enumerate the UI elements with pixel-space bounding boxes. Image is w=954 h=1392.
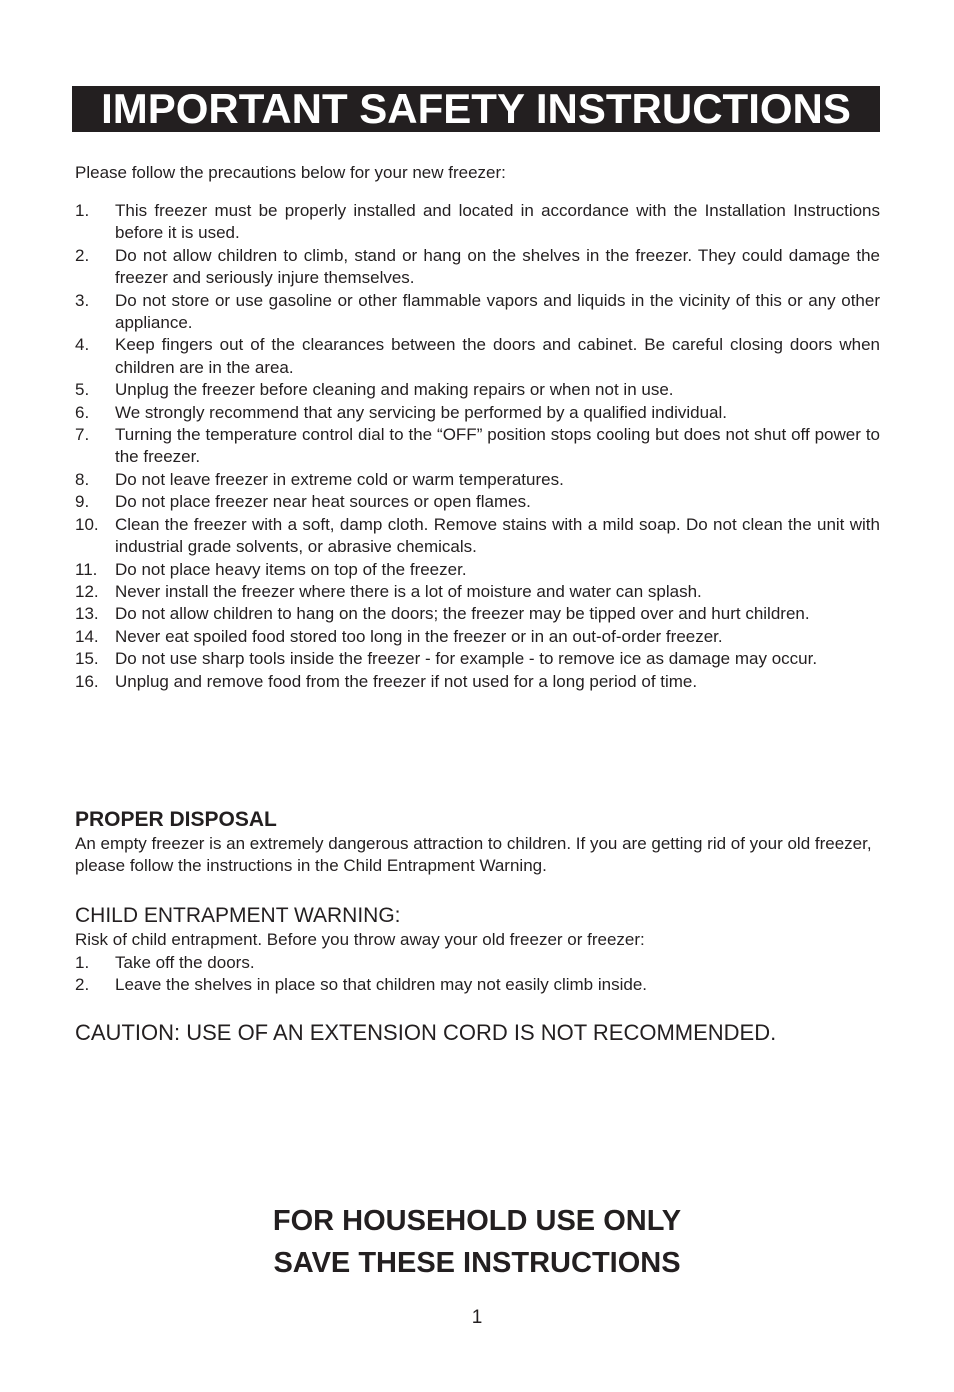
item-text: Do not use sharp tools inside the freezer - for example - to remove ice as damage may occur. — [115, 649, 818, 669]
step-item — [75, 974, 880, 996]
instruction-item — [75, 290, 880, 335]
instruction-item — [75, 200, 880, 245]
disposal-heading: PROPER DISPOSAL — [75, 808, 277, 831]
item-number: 3. — [75, 290, 90, 310]
item-number: 8. — [75, 469, 90, 489]
step-text: Take off the doors. — [115, 953, 255, 972]
child-warning-intro: Risk of child entrapment. Before you throw away your old freezer or freezer: — [75, 930, 645, 949]
caution-text: CAUTION: USE OF AN EXTENSION CORD IS NOT RECOMMENDED. — [75, 1020, 777, 1045]
item-text: Do not place heavy items on top of the freezer. — [115, 559, 467, 579]
item-number: 16. — [75, 671, 99, 691]
instruction-item — [75, 469, 880, 491]
item-text: Never install the freezer where there is a lot of moisture and water can splash. — [115, 581, 702, 601]
instruction-item — [75, 514, 880, 559]
instruction-item — [75, 559, 880, 581]
item-text: Do not leave freezer in extreme cold or warm temperatures. — [115, 469, 564, 489]
item-number: 12. — [75, 581, 99, 601]
instruction-item — [75, 379, 880, 401]
item-text: Unplug the freezer before cleaning and making repairs or when not in use. — [115, 380, 674, 400]
instruction-item — [75, 671, 880, 693]
item-text: Clean the freezer with a soft, damp cloth. Remove stains with a mild soap. Do not clean the unit with industrial grade solvents, or abrasive chemicals. — [115, 514, 880, 557]
instruction-item — [75, 581, 880, 603]
item-number: 9. — [75, 492, 90, 512]
item-text: Unplug and remove food from the freezer if not used for a long period of time. — [115, 671, 698, 691]
item-number: 13. — [75, 604, 99, 624]
disposal-body: An empty freezer is an extremely dangerous attraction to children. If you are getting rid of your old freezer, please follow the instructions in the Child Entrapment Warning. — [75, 834, 872, 876]
item-text: This freezer must be properly installed and located in accordance with the Installation Instructions before it is used. — [115, 201, 880, 243]
item-number: 2. — [75, 245, 90, 265]
safety-instructions-list — [75, 200, 880, 693]
item-text: Do not allow children to climb, stand or hang on the shelves in the freezer. They could damage the freezer and seriously injure themselves. — [115, 245, 880, 288]
intro-text: Please follow the precautions below for your new freezer: — [75, 163, 506, 182]
child-warning-steps — [75, 952, 880, 997]
page-title: IMPORTANT SAFETY INSTRUCTIONS — [72, 86, 880, 132]
item-number: 11. — [75, 559, 98, 579]
step-text: Leave the shelves in place so that children may not easily climb inside. — [115, 975, 648, 995]
instruction-item — [75, 334, 880, 379]
item-text: Do not store or use gasoline or other flammable vapors and liquids in the vicinity of this or any other appliance. — [115, 290, 880, 333]
instruction-item — [75, 603, 880, 625]
page-number: 1 — [471, 1307, 483, 1328]
step-item — [75, 952, 880, 974]
instruction-item — [75, 424, 880, 469]
instruction-item — [75, 648, 880, 670]
item-text: We strongly recommend that any servicing be performed by a qualified individual. — [115, 402, 727, 422]
instruction-item — [75, 402, 880, 424]
instruction-item — [75, 491, 880, 513]
item-text: Keep fingers out of the clearances between the doors and cabinet. Be careful closing doors when children are in the area. — [115, 335, 880, 377]
household-use-notice: FOR HOUSEHOLD USE ONLY — [272, 1205, 682, 1237]
item-number: 4. — [75, 335, 90, 355]
save-instructions-notice: SAVE THESE INSTRUCTIONS — [273, 1247, 681, 1279]
child-warning-heading: CHILD ENTRAPMENT WARNING: — [75, 904, 401, 927]
item-number: 15. — [75, 649, 99, 669]
item-text: Turning the temperature control dial to the “OFF” position stops cooling but does not shut off power to the freezer. — [115, 425, 880, 467]
item-number: 10. — [75, 514, 99, 534]
step-number: 1. — [75, 953, 90, 972]
instruction-item — [75, 245, 880, 290]
item-text: Do not allow children to hang on the doors; the freezer may be tipped over and hurt children. — [115, 604, 810, 624]
item-text: Do not place freezer near heat sources or open flames. — [115, 492, 531, 512]
item-number: 14. — [75, 626, 99, 646]
step-number: 2. — [75, 975, 90, 995]
item-number: 1. — [75, 201, 90, 220]
item-number: 7. — [75, 425, 90, 445]
instruction-item — [75, 626, 880, 648]
item-text: Never eat spoiled food stored too long in the freezer or in an out-of-order freezer. — [115, 626, 723, 646]
item-number: 5. — [75, 380, 90, 400]
item-number: 6. — [75, 402, 90, 422]
